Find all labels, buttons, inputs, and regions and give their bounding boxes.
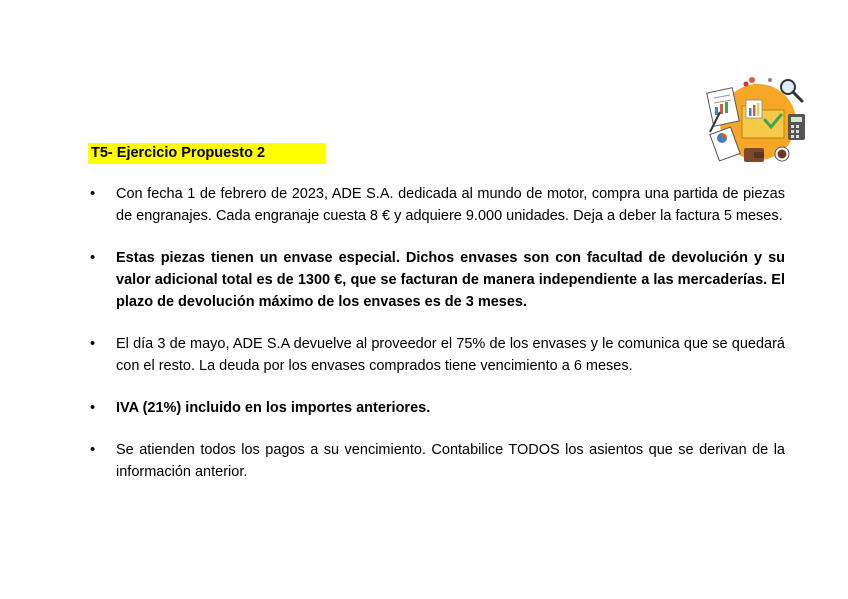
- list-item-vat: [88, 397, 785, 419]
- bullet-dot: •: [90, 442, 96, 458]
- bullet-text: Se atienden todos los pagos a su vencimiento. Contabilice TODOS los asientos que se derivan de la información anterior.: [116, 442, 785, 480]
- bullet-text: Estas piezas tienen un envase especial. Dichos envases son con facultad de devolución y su valor adicional total es de 1300 €, que se facturan de manera independiente a las mercaderías. El plazo de devolución máximo de los envases es de 3 meses.: [116, 250, 785, 310]
- list-item-purchase: [88, 183, 785, 227]
- list-item-instructions: [88, 439, 785, 483]
- bullet-dot: •: [90, 250, 96, 266]
- bullet-text: Con fecha 1 de febrero de 2023, ADE S.A. dedicada al mundo de motor, compra una partida de piezas de engranajes. Cada engranaje cuesta 8 € y adquiere 9.000 unidades. Deja a deber la factura 5 meses.: [116, 186, 785, 224]
- bullet-text: IVA (21%) incluido en los importes anteriores.: [116, 400, 431, 416]
- list-item-packaging: [88, 247, 785, 313]
- bullet-list: [88, 183, 785, 503]
- wallet: [744, 148, 764, 162]
- bullet-dot: •: [90, 336, 96, 352]
- bullet-text: El día 3 de mayo, ADE S.A devuelve al proveedor el 75% de los envases y le comunica que se quedará con el resto. La deuda por los envases comprados tiene vencimiento a 6 meses.: [116, 336, 785, 374]
- coffee-cup: [775, 147, 789, 161]
- accounting-illustration-icon: [702, 72, 812, 170]
- list-item-return: [88, 333, 785, 377]
- calculator: [788, 114, 805, 140]
- exercise-title: T5- Ejercicio Propuesto 2: [88, 143, 326, 164]
- bullet-dot: •: [90, 400, 96, 416]
- bullet-dot: •: [90, 186, 96, 202]
